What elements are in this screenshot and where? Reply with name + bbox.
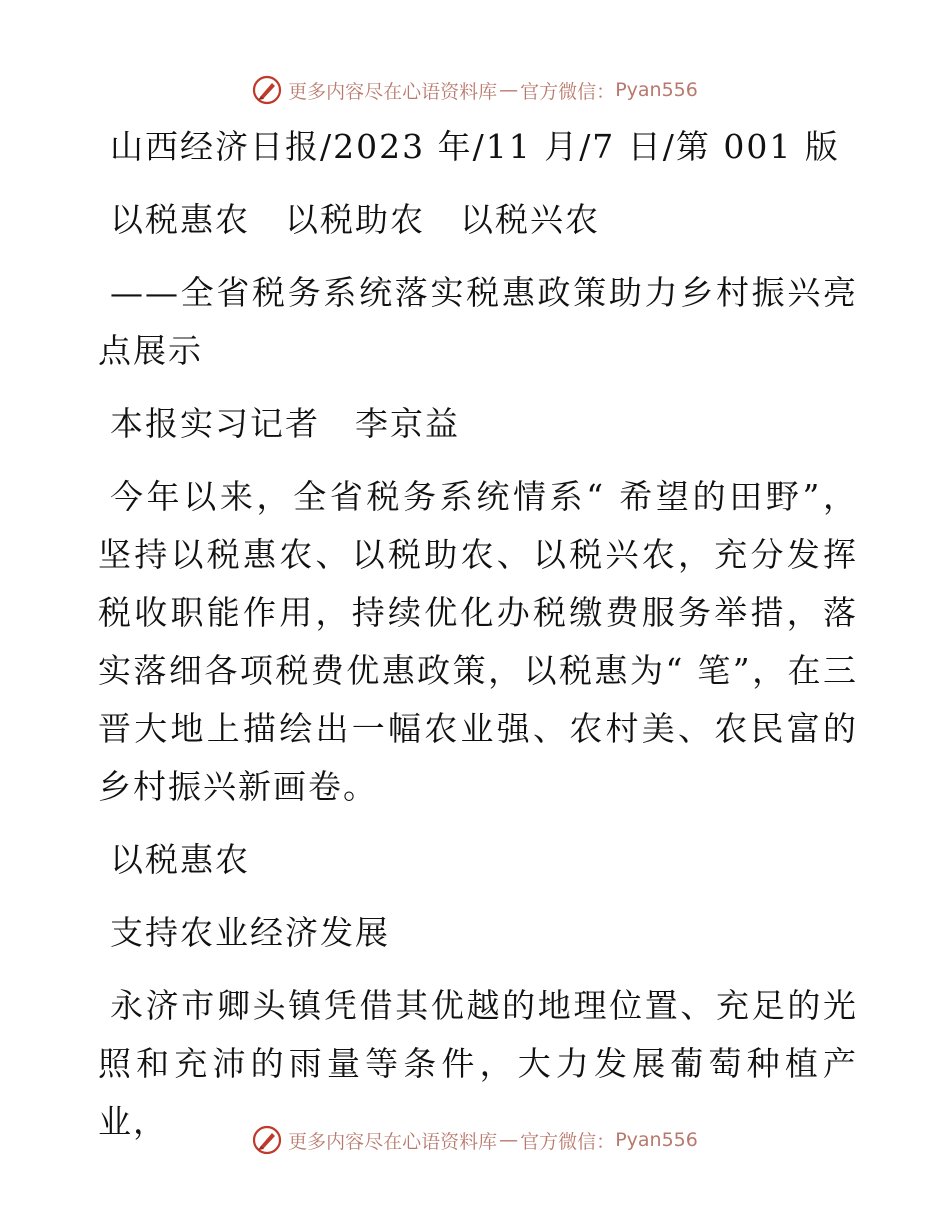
banner-wechat-label: 官方微信： — [520, 80, 616, 103]
pen-logo-icon — [252, 1125, 282, 1155]
section-paragraph: 永济市卿头镇凭借其优越的地理位置、充足的光照和充沛的雨量等条件，大力发展葡萄种植产业， — [98, 986, 858, 1141]
banner-text: 更多内容尽在心语资料库 — [288, 80, 498, 103]
article-source: 山西经济日报/2023 年/11 月/7 日/第 001 版 — [110, 127, 840, 166]
section-subtitle: 支持农业经济发展 — [110, 913, 390, 952]
article-subtitle: ——全省税务系统落实税惠政策助力乡村振兴亮点展示 — [98, 273, 858, 370]
article-title: 以税惠农 以税助农 以税兴农 — [110, 200, 600, 239]
article-byline: 本报实习记者 李京益 — [110, 404, 460, 443]
banner-separator: — — [499, 1129, 519, 1151]
banner-wechat-id: Pyan556 — [615, 1129, 698, 1151]
watermark-banner-top — [0, 70, 950, 110]
banner-wechat-label: 官方微信： — [520, 1130, 616, 1153]
section-title: 以税惠农 — [110, 840, 250, 879]
banner-separator: — — [499, 79, 519, 101]
pen-logo-icon — [252, 75, 282, 105]
watermark-banner-bottom — [0, 1120, 950, 1160]
article-body — [98, 118, 858, 1166]
banner-text: 更多内容尽在心语资料库 — [288, 1130, 498, 1153]
article-lead-paragraph: 今年以来，全省税务系统情系“ 希望的田野”，坚持以税惠农、以税助农、以税兴农，充分发挥税收职能作用，持续优化办税缴费服务举措，落实落细各项税费优惠政策，以税惠为“ 笔”，在三晋大地上描绘出一幅农业强、农村美、农民富的乡村振兴新画卷。 — [98, 477, 858, 806]
banner-wechat-id: Pyan556 — [615, 79, 698, 101]
